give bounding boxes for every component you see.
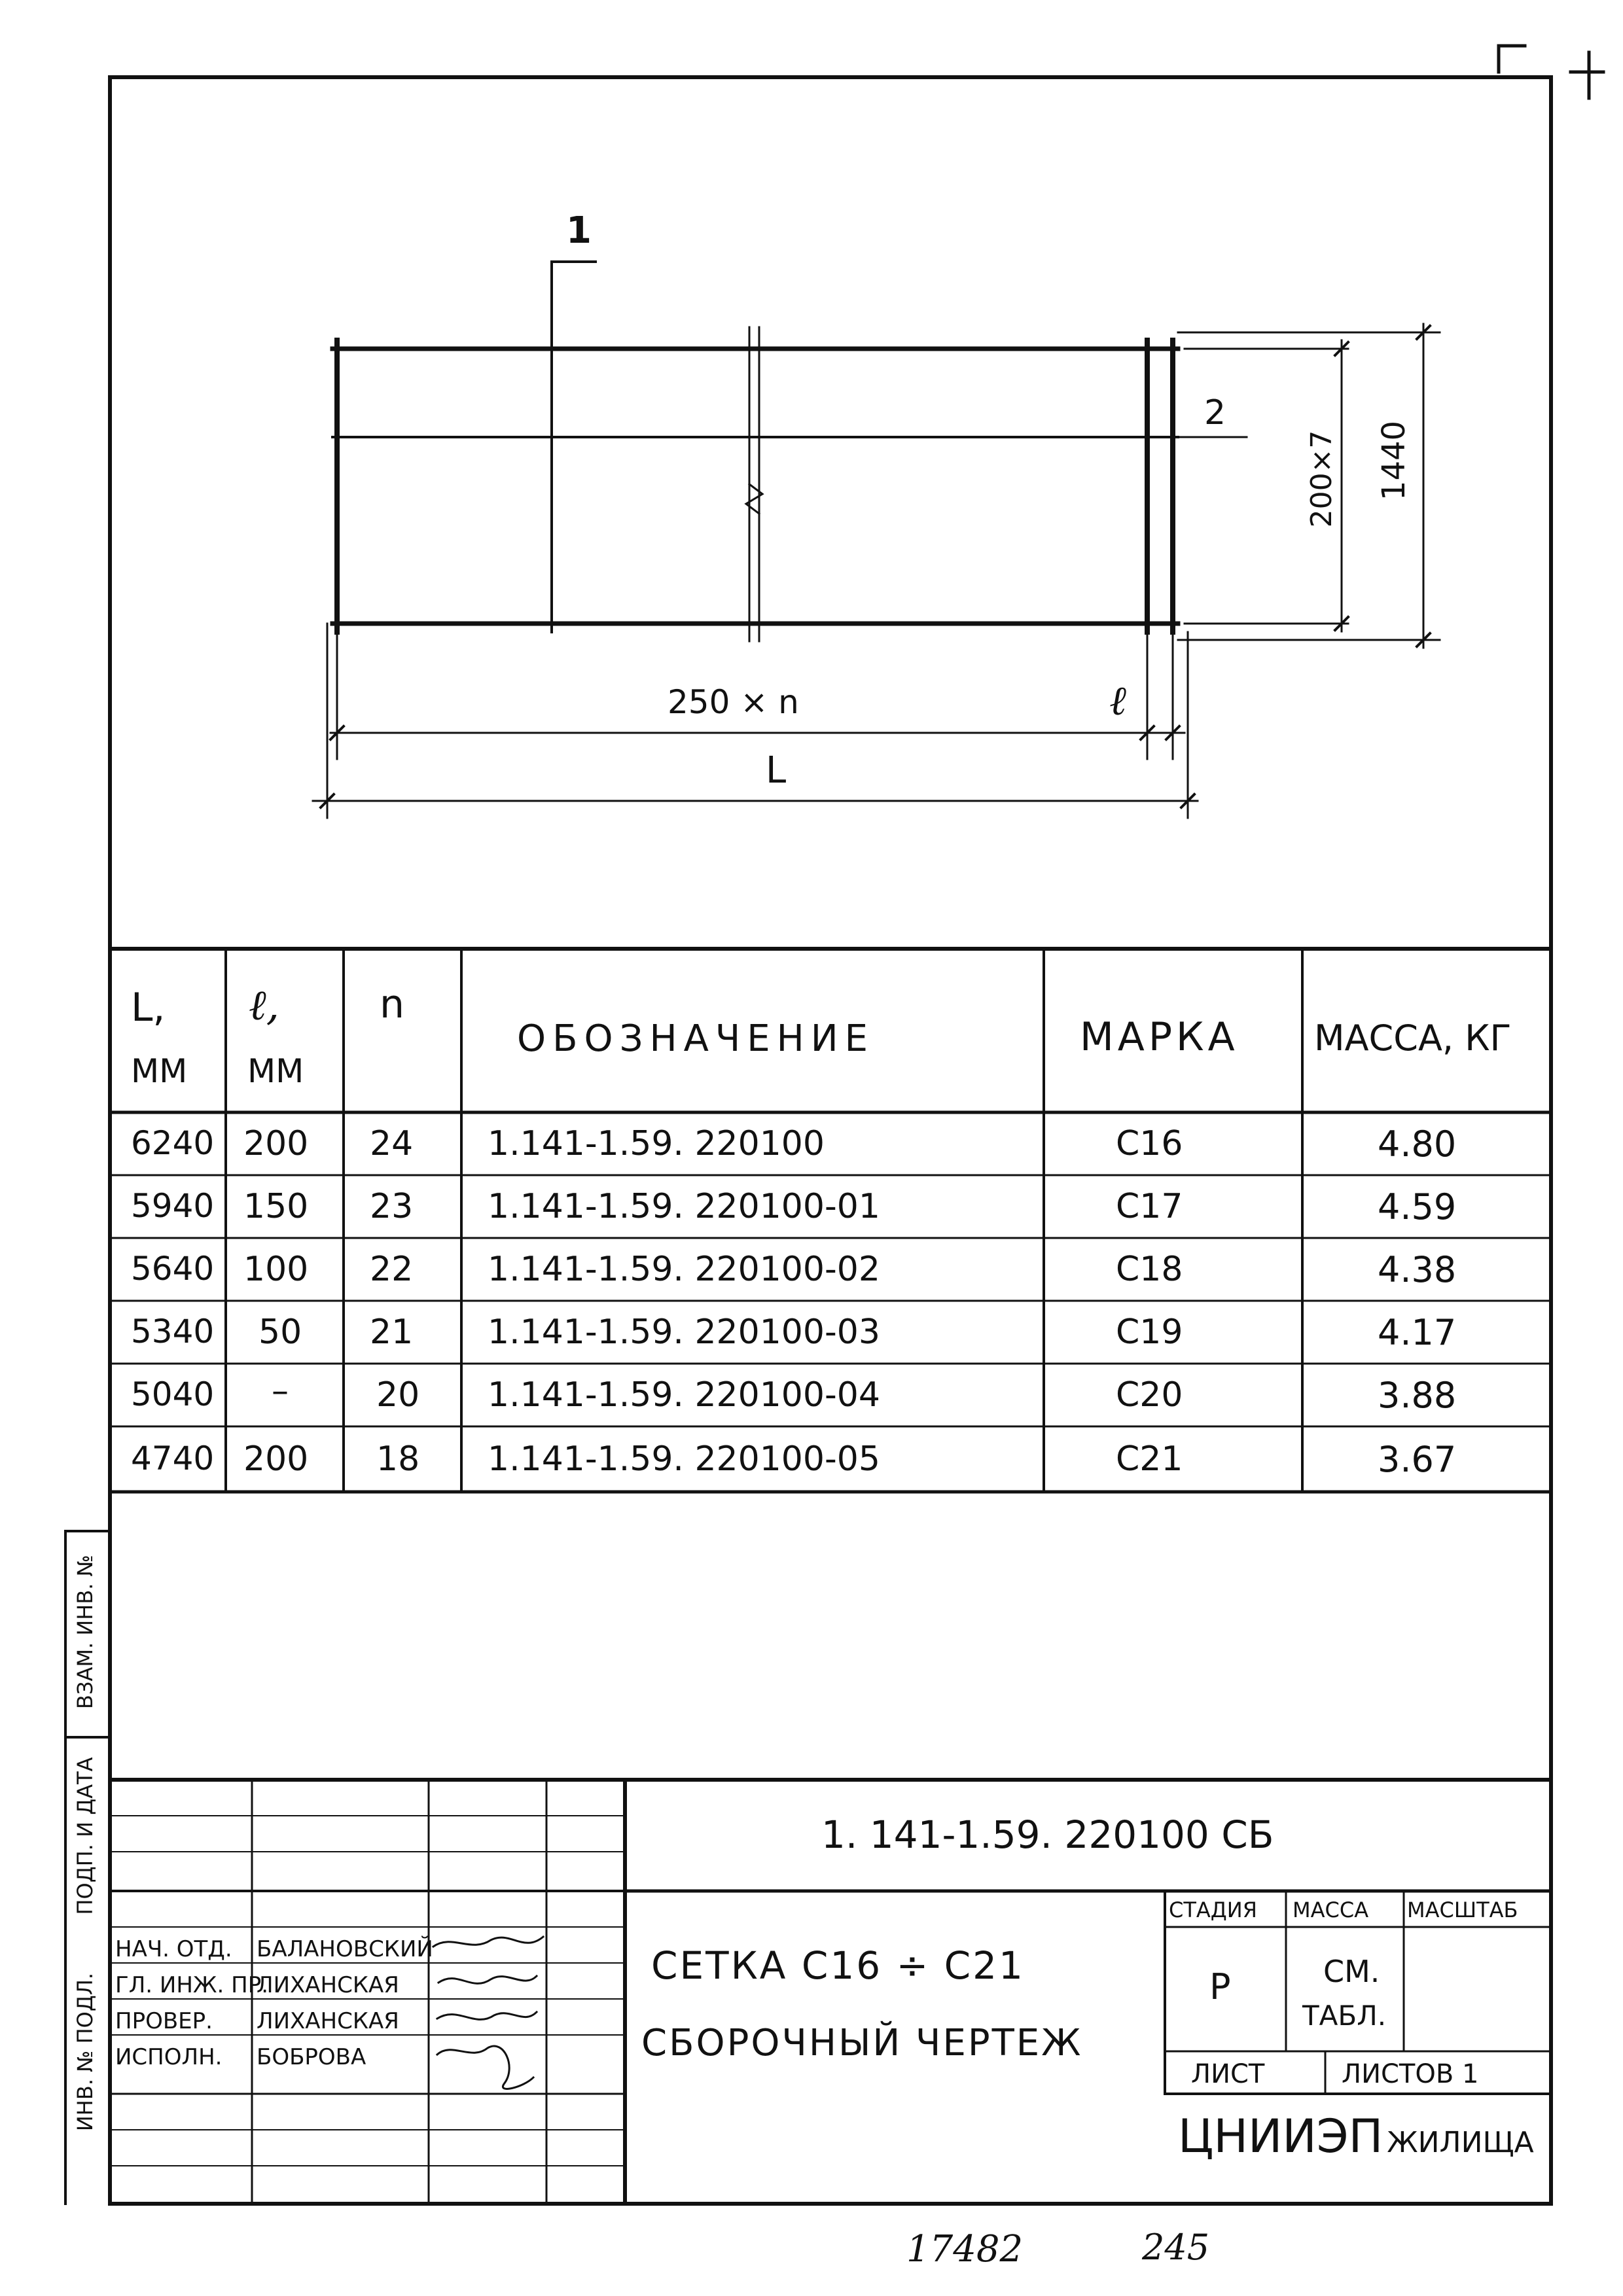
table-row-6-designation: 1.141-1.59. 220100-05 xyxy=(488,1439,880,1479)
header-L: L, xyxy=(131,985,166,1031)
side-stamp-signature-date: ПОДП. И ДАТА xyxy=(73,1757,98,1915)
signature-scribbles xyxy=(433,1937,543,2089)
table-row-6-n: 18 xyxy=(376,1439,420,1479)
sheets-label: ЛИСТОВ 1 xyxy=(1342,2059,1479,2089)
signature-role-4: ИСПОЛН. xyxy=(115,2044,223,2070)
signature-name-2: ЛИХАНСКАЯ xyxy=(257,1972,399,1998)
side-stamp-original-inventory: ИНВ. № ПОДЛ. xyxy=(73,1972,98,2132)
sheet-frame xyxy=(110,77,1551,2204)
table-row-3-L: 5640 xyxy=(131,1250,215,1288)
table-row-6-l: 200 xyxy=(243,1439,309,1479)
table-row-1-mass: 4.80 xyxy=(1378,1123,1457,1165)
table-row-2-mark: C17 xyxy=(1116,1187,1183,1226)
header-l: ℓ, xyxy=(249,981,279,1030)
signature-name-4: БОБРОВА xyxy=(257,2044,366,2070)
table-row-5-mass: 3.88 xyxy=(1378,1375,1457,1416)
table-row-6-mark: C21 xyxy=(1116,1439,1183,1479)
table-row-3-mark: C18 xyxy=(1116,1250,1183,1289)
header-n: n xyxy=(380,981,405,1027)
stage-value: Р xyxy=(1209,1966,1231,2007)
scale-label: МАСШТАБ xyxy=(1407,1898,1518,1922)
table-row-4-n: 21 xyxy=(370,1313,414,1352)
inventory-number: 17482 xyxy=(906,2228,1024,2270)
mass-label: МАССА xyxy=(1293,1898,1369,1922)
dim-length-end: ℓ xyxy=(1109,677,1126,724)
signature-role-2: ГЛ. ИНЖ. ПР. xyxy=(115,1972,269,1998)
table-row-3-mass: 4.38 xyxy=(1378,1249,1457,1290)
header-mark: МАРКА xyxy=(1080,1014,1239,1060)
mesh-drawing xyxy=(313,262,1440,818)
table-row-1-n: 24 xyxy=(370,1124,414,1163)
table-row-1-designation: 1.141-1.59. 220100 xyxy=(488,1124,825,1163)
dim-length-total: L xyxy=(766,749,787,792)
signature-role-3: ПРОВЕР. xyxy=(115,2008,213,2034)
table-row-4-l: 50 xyxy=(259,1313,302,1352)
sheet-label: ЛИСТ xyxy=(1191,2059,1265,2089)
mass-value-line-1: СМ. xyxy=(1323,1954,1380,1989)
title-line-2: СБОРОЧНЫЙ ЧЕРТЕЖ xyxy=(641,2022,1083,2064)
header-l-unit: MM xyxy=(247,1052,304,1090)
table-row-2-L: 5940 xyxy=(131,1187,215,1225)
table-row-5-designation: 1.141-1.59. 220100-04 xyxy=(488,1375,880,1415)
table-row-5-L: 5040 xyxy=(131,1375,215,1413)
signature-name-3: ЛИХАНСКАЯ xyxy=(257,2008,399,2034)
section-mark: 1 xyxy=(566,209,592,252)
dim-length-modules: 250 × n xyxy=(668,683,799,721)
table-row-6-mass: 3.67 xyxy=(1378,1439,1457,1480)
table-row-4-mark: C19 xyxy=(1116,1313,1183,1352)
table-row-1-L: 6240 xyxy=(131,1124,215,1162)
header-L-unit: MM xyxy=(131,1052,188,1090)
table-row-5-l: – xyxy=(272,1371,289,1411)
dim-height-inner: 200×7 xyxy=(1305,430,1338,528)
table-row-3-designation: 1.141-1.59. 220100-02 xyxy=(488,1250,880,1289)
organization-name xyxy=(1178,2110,1534,2163)
header-mass: МАССА, КГ xyxy=(1314,1017,1512,1059)
table-row-3-l: 100 xyxy=(243,1250,309,1289)
dim-height-total: 1440 xyxy=(1376,420,1412,501)
signature-name-1: БАЛАНОВСКИЙ xyxy=(257,1936,433,1962)
table-row-4-mass: 4.17 xyxy=(1378,1312,1457,1353)
organization-sub: ЖИЛИЩА xyxy=(1387,2126,1534,2159)
table-row-4-designation: 1.141-1.59. 220100-03 xyxy=(488,1313,880,1352)
document-code: 1. 141-1.59. 220100 СБ xyxy=(821,1812,1274,1857)
stage-label: СТАДИЯ xyxy=(1169,1898,1257,1922)
page-number: 245 xyxy=(1142,2227,1210,2268)
table-row-2-n: 23 xyxy=(370,1187,414,1226)
table-row-2-l: 150 xyxy=(243,1187,309,1226)
table-row-3-n: 22 xyxy=(370,1250,414,1289)
position-mark: 2 xyxy=(1204,393,1226,433)
organization-main: ЦНИИЭП xyxy=(1178,2110,1383,2163)
table-row-2-mass: 4.59 xyxy=(1378,1186,1457,1227)
signature-role-1: НАЧ. ОТД. xyxy=(115,1936,232,1962)
table-row-4-L: 5340 xyxy=(131,1313,215,1351)
title-line-1: СЕТКА С16 ÷ С21 xyxy=(651,1943,1025,1988)
table-row-2-designation: 1.141-1.59. 220100-01 xyxy=(488,1187,880,1226)
side-stamp-replacement-inventory: ВЗАМ. ИНВ. № xyxy=(73,1555,98,1709)
table-row-5-mark: C20 xyxy=(1116,1375,1183,1415)
table-row-6-L: 4740 xyxy=(131,1439,215,1477)
table-row-1-l: 200 xyxy=(243,1124,309,1163)
header-designation: ОБОЗНАЧЕНИЕ xyxy=(517,1017,875,1060)
table-row-5-n: 20 xyxy=(376,1375,420,1415)
mass-value-line-2: ТАБЛ. xyxy=(1302,2000,1387,2032)
table-row-1-mark: C16 xyxy=(1116,1124,1183,1163)
